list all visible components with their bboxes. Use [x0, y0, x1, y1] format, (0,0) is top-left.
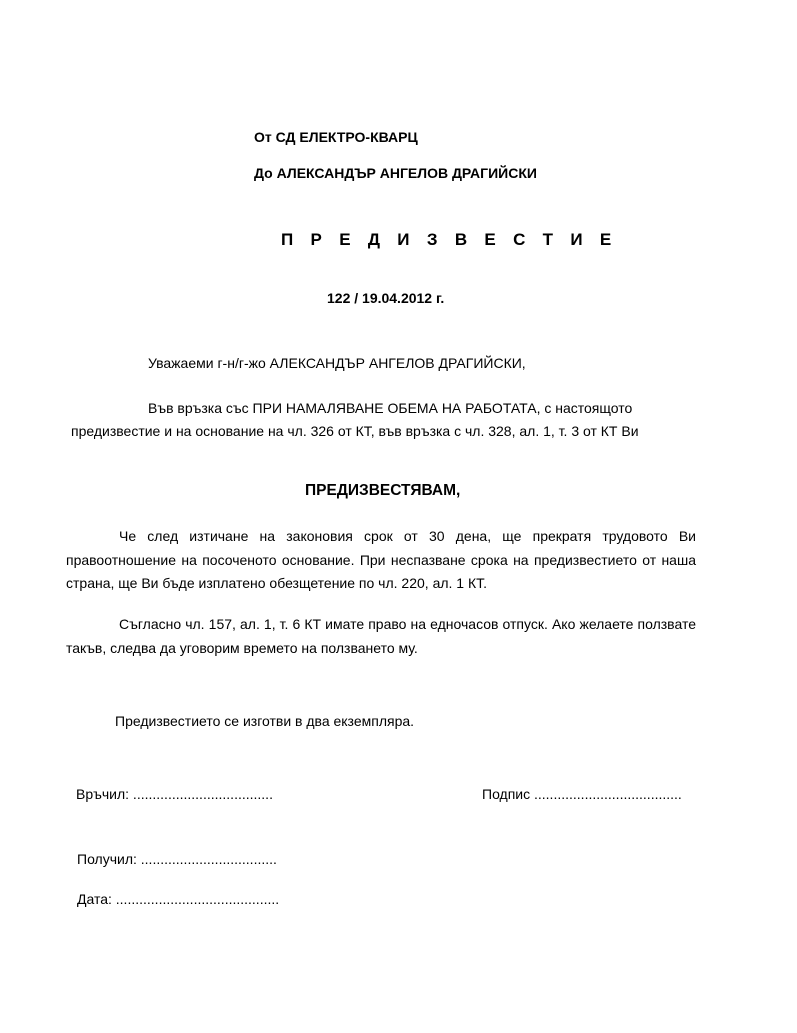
recipient-line: До АЛЕКСАНДЪР АНГЕЛОВ ДРАГИЙСКИ — [254, 165, 537, 181]
reference-number: 122 / 19.04.2012 г. — [327, 290, 445, 306]
date-field: Дата: .......................................... — [77, 891, 280, 907]
intro-line-2: предизвестие и на основание на чл. 326 от КТ, във връзка с чл. 328, ал. 1, т. 3 от КТ Ви — [71, 423, 639, 439]
received-field: Получил: ................................... — [77, 851, 277, 867]
document-title: П Р Е Д И З В Е С Т И Е — [281, 230, 618, 249]
copies-note: Предизвестието се изготви в два екземпляра. — [115, 713, 415, 729]
notify-heading: ПРЕДИЗВЕСТЯВАМ, — [305, 482, 461, 499]
intro-line-1: Във връзка със ПРИ НАМАЛЯВАНЕ ОБЕМА НА РАБОТАТА, с настоящото — [148, 400, 633, 416]
greeting: Уважаеми г-н/г-жо АЛЕКСАНДЪР АНГЕЛОВ ДРАГИЙСКИ, — [148, 355, 526, 371]
paragraph-termination: Че след изтичане на законовия срок от 30 дена, ще прекратя трудовото Ви правоотношение на посоченото основание. При неспазване срока на предизвестието от наша страна, ще Ви бъде изплатено обезщетение по чл. 220, ал. 1 КТ. — [66, 528, 696, 591]
sender-line: От СД ЕЛЕКТРО-КВАРЦ — [254, 129, 418, 145]
signature-field: Подпис ...................................... — [482, 786, 682, 802]
paragraph-leave: Съгласно чл. 157, ал. 1, т. 6 КТ имате право на едночасов отпуск. Ако желаете ползвате такъв, следва да уговорим времето на ползването му. — [66, 616, 696, 656]
handed-over-field: Връчил: .................................... — [76, 786, 273, 802]
